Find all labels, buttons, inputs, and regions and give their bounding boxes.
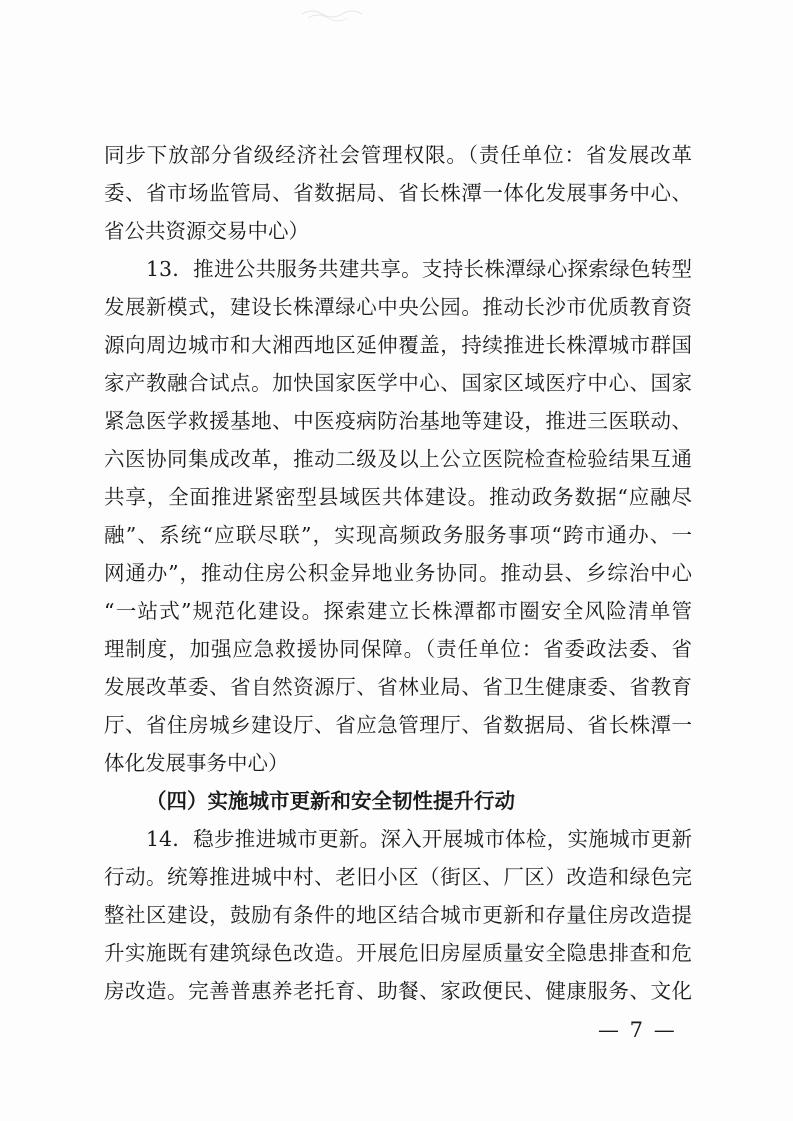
text-line: 共享，全面推进紧密型县域医共体建设。推动政务数据“应融尽	[104, 485, 692, 509]
text-line: 源向周边城市和大湘西地区延伸覆盖，持续推进长株潭城市群国	[104, 333, 692, 357]
text-line: 厅、省住房城乡建设厅、省应急管理厅、省数据局、省长株潭一	[104, 713, 692, 737]
text-line: 升实施既有建筑绿色改造。开展危旧房屋质量安全隐患排查和危	[104, 941, 692, 965]
section-heading: （四）实施城市更新和安全韧性提升行动	[146, 789, 515, 813]
text-line: 同步下放部分省级经济社会管理权限。（责任单位：省发展改革	[104, 143, 692, 167]
text-line: 体化发展事务中心）	[104, 751, 289, 775]
text-line: 省公共资源交易中心）	[104, 219, 309, 243]
text-line: 委、省市场监管局、省数据局、省长株潭一体化发展事务中心、	[104, 181, 692, 205]
text-line: 整社区建设，鼓励有条件的地区结合城市更新和存量住房改造提	[104, 903, 692, 927]
text-line: “一站式”规范化建设。探索建立长株潭都市圈安全风险清单管	[104, 599, 692, 623]
text-line: 网通办”，推动住房公积金异地业务协同。推动县、乡综治中心	[104, 561, 692, 585]
text-line: 六医协同集成改革，推动二级及以上公立医院检查检验结果互通	[104, 447, 692, 471]
paragraph-14-first-line: 14．稳步推进城市更新。深入开展城市体检，实施城市更新	[146, 827, 692, 851]
text-line: 理制度，加强应急救援协同保障。（责任单位：省委政法委、省	[104, 637, 692, 661]
text-line: 房改造。完善普惠养老托育、助餐、家政便民、健康服务、文化	[104, 979, 692, 1003]
text-line: 家产教融合试点。加快国家医学中心、国家区域医疗中心、国家	[104, 371, 692, 395]
text-line: 行动。统筹推进城中村、老旧小区（街区、厂区）改造和绿色完	[104, 865, 692, 889]
page-number: — 7 —	[598, 1018, 677, 1042]
text-line: 发展改革委、省自然资源厅、省林业局、省卫生健康委、省教育	[104, 675, 692, 699]
scan-artifact	[300, 6, 370, 22]
text-line: 融”、系统“应联尽联”，实现高频政务服务事项“跨市通办、一	[104, 523, 692, 547]
paragraph-13-first-line: 13．推进公共服务共建共享。支持长株潭绿心探索绿色转型	[146, 257, 692, 281]
text-line: 紧急医学救援基地、中医疫病防治基地等建设，推进三医联动、	[104, 409, 692, 433]
text-line: 发展新模式，建设长株潭绿心中央公园。推动长沙市优质教育资	[104, 295, 692, 319]
